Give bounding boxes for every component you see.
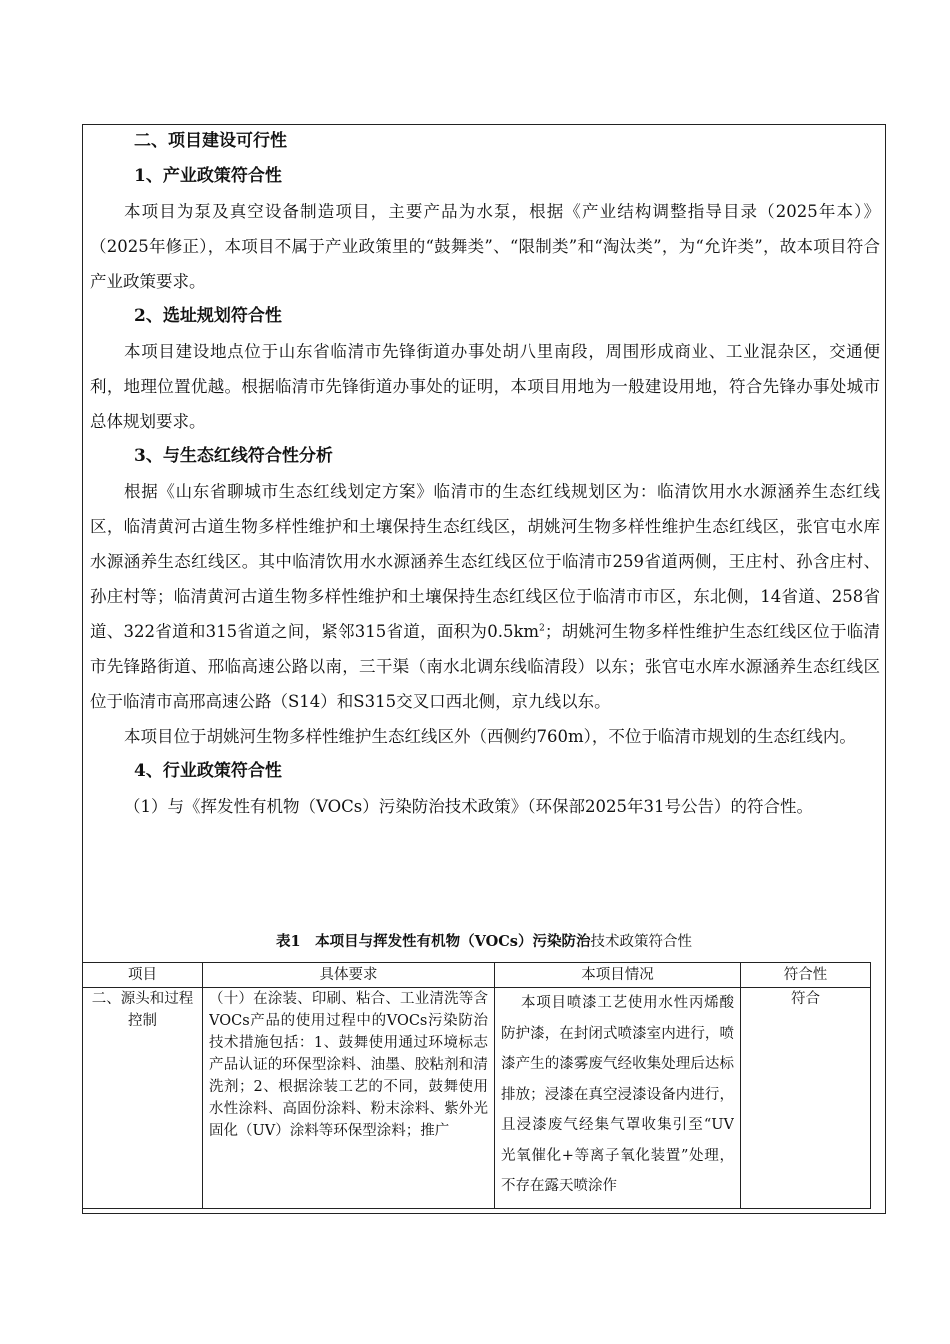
cell-situation: 本项目喷漆工艺使用水性丙烯酸防护漆，在封闭式喷漆室内进行，喷漆产生的漆雾废气经收集处理后达标排放；浸漆在真空浸漆设备内进行，且浸漆废气经集气罩收集引至“UV光氧催化+等离子氧化装置”处理，不存在露天喷涂作	[495, 988, 741, 1209]
paragraph-site-planning: 本项目建设地点位于山东省临清市先锋街道办事处胡八里南段，周围形成商业、工业混杂区，交通便利，地理位置优越。根据临清市先锋街道办事处的证明，本项目用地为一般建设用地，符合先锋办事处城市总体规划要求。	[90, 342, 880, 431]
paragraph-project-location: 本项目位于胡姚河生物多样性维护生态红线区外（西侧约760m），不位于临清市规划的生态红线内。	[124, 727, 856, 746]
heading-site-planning: 2、选址规划符合性	[134, 306, 282, 326]
table-caption-bold: 表1 本项目与挥发性有机物（VOCs）污染防治	[276, 933, 591, 950]
table-header-row	[83, 963, 871, 988]
table-row	[83, 988, 871, 1209]
heading-ecological-redline: 3、与生态红线符合性分析	[134, 446, 333, 466]
header-situation: 本项目情况	[495, 963, 741, 988]
paragraph-vocs-policy: （1）与《挥发性有机物（VOCs）污染防治技术政策》（环保部2025年31号公告）的符合性。	[124, 797, 813, 816]
heading-industry-policy: 4、行业政策符合性	[134, 761, 282, 781]
header-compliance: 符合性	[741, 963, 871, 988]
redline-text-b: ；胡姚河生物多样性维护生态红线区位于临清市先锋路街道、邢临高速公路以南，三干渠（南水北调东线临清段）以东；张官屯水库水源涵养生态红线区位于临清市高邢高速公路（S14）和S315交叉口西北侧，京九线以东。	[90, 622, 881, 711]
cell-requirement: （十）在涂装、印刷、粘合、工业清洗等含VOCs产品的使用过程中的VOCs污染防治技术措施包括：1、鼓舞使用通过环境标志产品认证的环保型涂料、油墨、胶粘剂和清洗剂；2、根据涂装工艺的不同，鼓舞使用水性涂料、高固份涂料、粉末涂料、紫外光固化（UV）涂料等环保型涂料；推广	[203, 988, 495, 1209]
paragraph-industrial-policy: 本项目为泵及真空设备制造项目，主要产品为水泵，根据《产业结构调整指导目录（2025年本）》（2025年修正），本项目不属于产业政策里的“鼓舞类”、“限制类”和“淘汰类”，为“允许类”，故本项目符合产业政策要求。	[90, 202, 880, 291]
area-unit-superscript: 2	[539, 623, 545, 634]
table-caption	[82, 928, 886, 956]
header-item: 项目	[83, 963, 203, 988]
section-title: 二、项目建设可行性	[134, 131, 287, 151]
section-content	[90, 124, 880, 824]
header-requirement: 具体要求	[203, 963, 495, 988]
cell-item: 二、源头和过程控制	[83, 988, 203, 1209]
cell-compliance: 符合	[741, 988, 871, 1209]
heading-industrial-policy: 1、产业政策符合性	[134, 166, 282, 186]
compliance-table	[82, 962, 871, 1209]
paragraph-ecological-redline	[90, 474, 880, 719]
table-caption-rest: 技术政策符合性	[590, 934, 692, 950]
redline-text-a: 根据《山东省聊城市生态红线划定方案》临清市的生态红线规划区为：临清饮用水水源涵养生态红线区，临清黄河古道生物多样性维护和土壤保持生态红线区，胡姚河生物多样性维护生态红线区，张官屯水库水源涵养生态红线区。其中临清饮用水水源涵养生态红线区位于临清市259省道两侧，王庄村、孙含庄村、孙庄村等；临清黄河古道生物多样性维护和土壤保持生态红线区位于临清市市区，东北侧，14省道、258省道、322省道和315省道之间，紧邻315省道，面积为0.5km	[90, 482, 880, 641]
